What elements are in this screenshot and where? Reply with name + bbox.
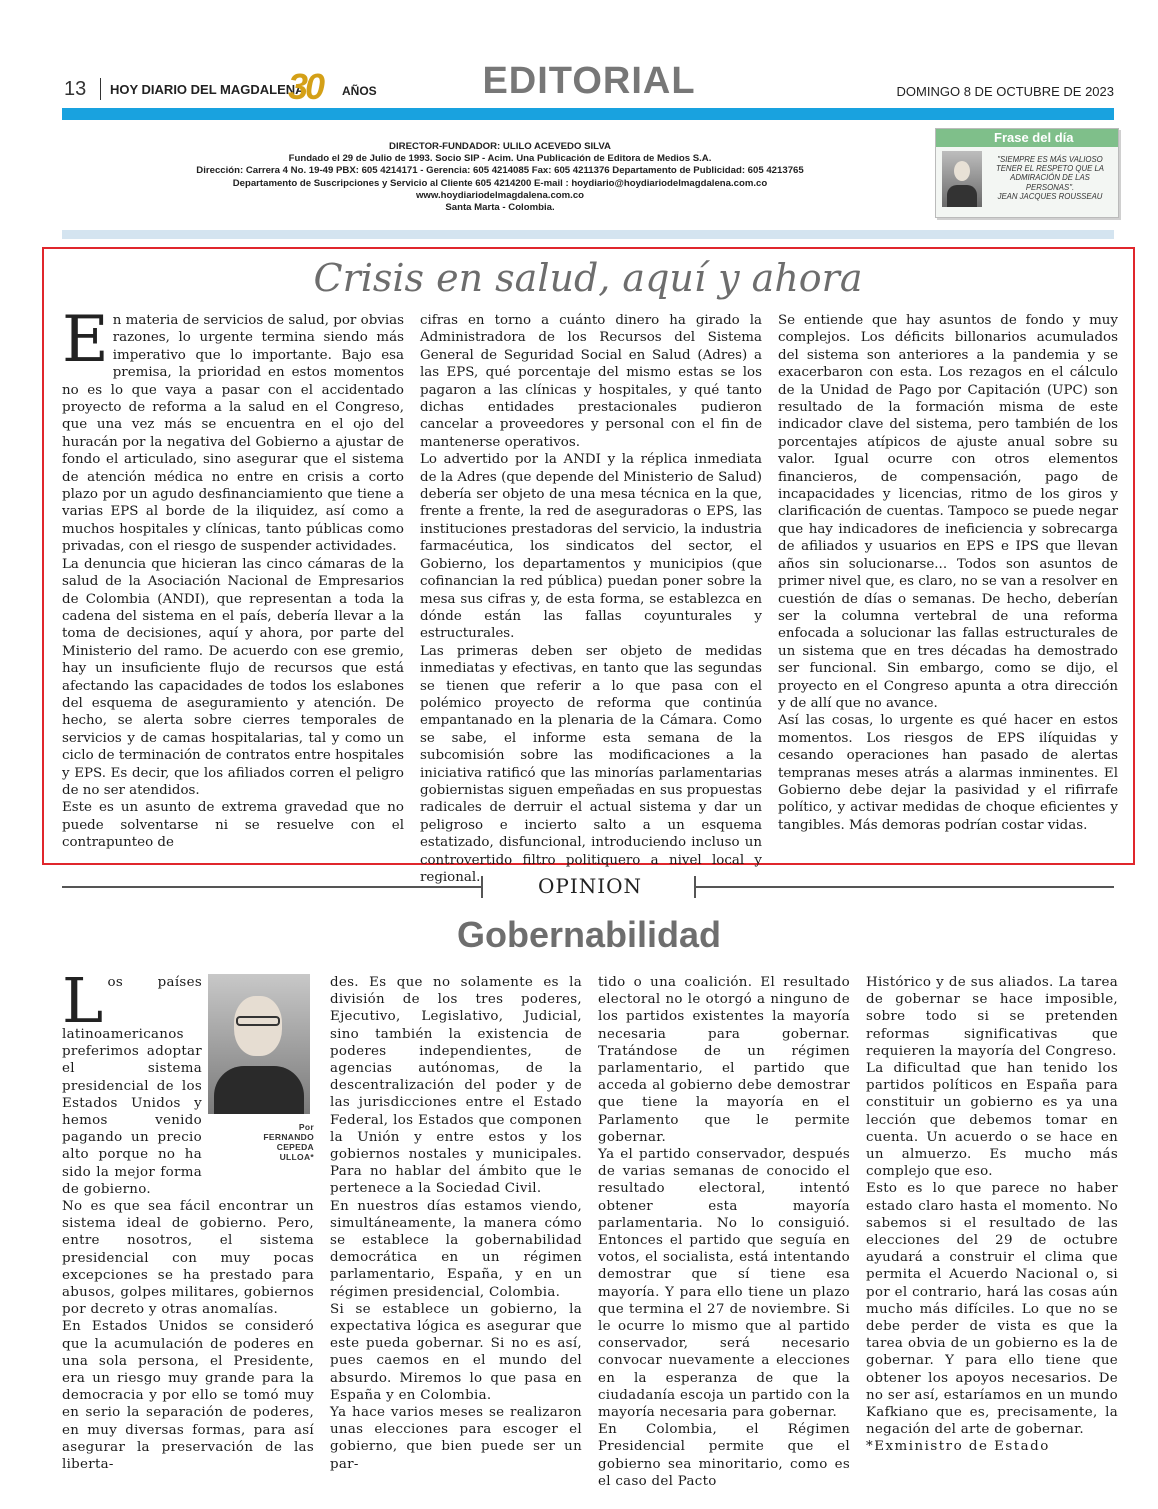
header-divider bbox=[100, 78, 101, 100]
opinion-paragraph: En Colombia, el Régimen Presidencial permite que el gobierno sea minoritario, como es el caso del Pacto bbox=[598, 1422, 850, 1489]
quote-of-the-day bbox=[935, 128, 1119, 218]
editorial-column-1 bbox=[62, 303, 404, 852]
opinion-column-1 bbox=[62, 964, 314, 1473]
author-note: *Exministro de Estado bbox=[866, 1439, 1050, 1455]
anniversary-word: AÑOS bbox=[342, 84, 377, 98]
opinion-paragraph: Ya hace varios meses se realizaron unas elecciones para escoger el gobierno, que bien puede ser un par- bbox=[330, 1405, 582, 1472]
opinion-paragraph: des. Es que no solamente es la división de los tres poderes, Ejecutivo, Legislativo, Judicial, sino también la existencia de poderes independientes, de agencias autónomas, de la descentralización del poder y de las jurisdicciones entre el Estado Federal, los Estados que componen la Unión y entre estos y los gobiernos nostales y municipales. Para no hablar del ámbito que le pertenece a la Sociedad Civil. bbox=[330, 975, 582, 1197]
opinion-paragraph: Los países latinoamericanos preferimos adoptar el sistema presidencial de los Estados Unidos y hemos venido pagando un precio alto porque no ha sido la mejor forma de gobierno. bbox=[62, 964, 202, 1197]
opinion-column-4 bbox=[866, 974, 1118, 1456]
editorial-paragraph: cifras en torno a cuánto dinero ha girado la Administradora de los Recursos del Sistema General de Seguridad Social en Salud (Adres) a las EPS, qué porcentaje del mismo estas se los pagaron a las clínicas y hospitales, y qué tanto dichas entidades prestacionales pudieron cancelar a proveedores y personal con el fin de mantenerse operativos. bbox=[420, 313, 762, 450]
opinion-paragraph: Histórico y de sus aliados. La tarea de gobernar se hace imposible, sobre todo si se pretenden reformas significativas que requieren la mayoría del Congreso. bbox=[866, 975, 1118, 1059]
masthead-line: Dirección: Carrera 4 No. 19-49 PBX: 605 4214171 - Gerencia: 605 4214085 Fax: 605 4211376 Departamento de Publicidad: 605 4213765 bbox=[196, 165, 804, 177]
masthead bbox=[100, 141, 900, 214]
opinion-paragraph: La dificultad que han tenido los partidos políticos en España para constituir un gobierno es ya una lección que debemos tomar en cuenta. Un acuerdo o se hace en un almuerzo. Es mucho más complejo que eso. bbox=[866, 1061, 1118, 1180]
opinion-column-3 bbox=[598, 974, 850, 1490]
opinion-column-2 bbox=[330, 974, 582, 1473]
opinion-label: OPINION bbox=[537, 874, 643, 898]
editorial-column-2 bbox=[420, 312, 762, 886]
editorial-paragraph: Se entiende que hay asuntos de fondo y muy complejos. Los déficits billonarios acumulados del sistema son anteriores a la pandemia y se exacerbaron con esta. Los rezagos en el cálculo de la Unidad de Pago por Capitación (UPC) son resultado de la formación misma de este indicador clave del sistema, pero también de los porcentajes atípicos de ajuste anual sobre su valor. Igual ocurre con otros elementos financieros, de compensación, pago de incapacidades y licencias, ritmo de los giros y clarificación de cuentas. Tampoco se puede negar que hay indicadores de ineficiencia y sobrecarga de afiliados y usuarios en EPS e IPS que llevan años sin solucionarse... Todos son asuntos de primer nivel que, es claro, no se van a resolver en cuestión de días o semanas. De hecho, deberían ser la columna vertebral de una reforma enfocada a solucionar las fallas estructurales de un sistema que en tres décadas ha demostrado ser funcional. Sin embargo, como se dijo, el proyecto en el Congreso apunta a otra dirección y de allí que no avance. bbox=[778, 313, 1118, 711]
editorial-paragraph: Este es un asunto de extrema gravedad que no puede solventarse ni se resuelve con el contrapunteo de bbox=[62, 800, 404, 851]
editorial-paragraph: Lo advertido por la ANDI y la réplica inmediata de la Adres (que depende del Ministerio de Salud) debería ser objeto de una mesa técnica en la que, frente a frente, la red de aseguradoras o EPS, las instituciones prestadoras del servicio, la industria farmacéutica, los sindicatos del sector, el Gobierno, los departamentos y municipios (que cofinancian la red pública) puedan poner sobre la mesa sus cifras y, de esta forma, se establezca en dónde están las fallas coyunturales y estructurales. bbox=[420, 452, 762, 642]
opinion-paragraph: En Estados Unidos se consideró que la acumulación de poderes en una sola persona, el Presidente, era un riesgo muy grande para la democracia y por ello se tomó muy en serio la separación de poderes, en muy diversas formas, para así asegurar la preservación de las liberta- bbox=[62, 1319, 314, 1473]
opinion-rule-left bbox=[62, 886, 482, 888]
masthead-line: DIRECTOR-FUNDADOR: ULILO ACEVEDO SILVA bbox=[389, 141, 611, 152]
masthead-line: www.hoydiariodelmagdalena.com.co bbox=[415, 189, 585, 201]
header-rule bbox=[62, 108, 1114, 120]
masthead-line: Departamento de Suscripciones y Servicio al Cliente 605 4214200 E-mail : hoydiario@hoydiariodelmagdalena.com.co bbox=[232, 177, 768, 189]
quote-author: JEAN JACQUES ROUSSEAU bbox=[997, 191, 1103, 201]
drop-cap: L bbox=[62, 964, 104, 1037]
opinion-paragraph: Si se establece un gobierno, la expectativa lógica es asegurar que este pueda gobernar. Si no es así, pues caemos en el mundo del absurdo. Miremos lo que pasa en España y en Colombia. bbox=[330, 1301, 582, 1403]
editorial-paragraph: Las primeras deben ser objeto de medidas inmediatas y efectivas, en tanto que las segundas se tienen que referir a lo que pasa con el polémico proyecto de reforma que continúa empantanado en la plenaria de la Cámara. Como se sabe, el informe esta semana de la subcomisión sobre las modificaciones a la iniciativa ratificó que las minorías parlamentarias gobiernistas siguen empeñadas en sus propuestas radicales de derruir el actual sistema y dar un peligroso e incierto salto a un esquema estatizado, disfuncional, introduciendo incluso un controvertido filtro politiquero a nivel local y regional. bbox=[420, 643, 762, 885]
masthead-line: Santa Marta - Colombia. bbox=[445, 202, 555, 214]
opinion-title: Gobernabilidad bbox=[456, 914, 722, 955]
opinion-paragraph: En nuestros días estamos viendo, simultáneamente, la manera cómo se establece la gobernabilidad democrática en un régimen parlamentario, España, y en un régimen presidencial, Colombia. bbox=[330, 1198, 582, 1300]
byline: Por FERNANDO CEPEDA ULLOA* bbox=[263, 1122, 314, 1162]
editorial-paragraph: La denuncia que hicieran las cinco cámaras de la salud de la Asociación Nacional de Empresarios de Colombia (ANDI), que representan a toda la cadena del sistema en el país, debería llevar a la toma de decisiones, aquí y ahora, por parte del Ministerio del ramo. De acuerdo con ese gremio, hay un insuficiente flujo de recursos que está afectando las capacidades de todos los eslabones del esquema de aseguramiento y atención. De hecho, se alerta sobre cierres temporales de servicios y de camas hospitalarias, tal y como un ciclo de terminación de contratos entre hospitales y EPS. Es decir, que los afiliados corren el peligro de no ser atendidos. bbox=[62, 556, 404, 798]
opinion-paragraph: Esto es lo que parece no haber estado claro hasta el momento. No sabemos si el resultado de las elecciones del 29 de octubre ayudará a construir el clima que permita el Acuerdo Nacional o, si por el contrario, hará las cosas aún mucho más difíciles. Lo que no se debe perder de vista es que la tarea obvia de un gobierno es la de gobernar. Y para ello tiene que obtener los apoyos necesarios. De no ser así, estaríamos en un mundo Kafkiano que es, precisamente, la negación del arte de gobernar. bbox=[866, 1181, 1118, 1438]
section-title: EDITORIAL bbox=[482, 60, 696, 102]
editorial-title: Crisis en salud, aquí y ahora bbox=[313, 256, 863, 300]
issue-date: DOMINGO 8 DE OCTUBRE DE 2023 bbox=[896, 84, 1114, 99]
author-photo bbox=[208, 974, 310, 1114]
anniversary-logo: 30 bbox=[288, 66, 323, 107]
opinion-paragraph: tido o una coalición. El resultado electoral no le otorgó a ninguno de los partidos existentes la mayoría necesaria para gobernar. Tratándose de un régimen parlamentario, el partido que acceda al gobierno debe demostrar que tiene la mayoría en el Parlamento que le permite gobernar. bbox=[598, 975, 850, 1145]
author-photo-block bbox=[208, 974, 314, 1186]
drop-cap: E bbox=[62, 303, 109, 377]
masthead-line: Fundado el 29 de Julio de 1993. Socio SIP - Acim. Una Publicación de Editora de Medios S.A. bbox=[288, 153, 712, 165]
author-portrait bbox=[942, 151, 982, 207]
quote-body: "SIEMPRE ES MÁS VALIOSO TENER EL RESPETO QUE LA ADMIRACIÓN DE LAS PERSONAS". bbox=[995, 155, 1105, 192]
editorial-column-3 bbox=[778, 312, 1118, 834]
paper-name: HOY DIARIO DEL MAGDALENA bbox=[110, 82, 305, 97]
opinion-rule-right bbox=[694, 886, 1114, 888]
opinion-paragraph: Ya el partido conservador, después de varias semanas de conocido el resultado electoral, intentó obtener esta mayoría parlamentaria. No lo consiguió. Entonces el partido que seguía en votos, el socialista, está intentando demostrar que sí tiene esa mayoría. Y para ello tiene un plazo que termina el 27 de noviembre. Si le ocurre lo mismo que al partido conservador, será necesario convocar nuevamente a elecciones en la esperanza de que la ciudadanía escoja un partido con la mayoría necesaria para gobernar. bbox=[598, 1147, 850, 1421]
quote-text bbox=[986, 155, 1114, 201]
editorial-paragraph: Así las cosas, lo urgente es qué hacer en estos momentos. Los riesgos de EPS ilíquidas y cesando operaciones han pasado de alertas tempranas meses atrás a alarmas inminentes. El Gobierno debe dejar la pasividad y el rifirrafe político, y activar medidas de choque eficientes y tangibles. Más demoras podrían costar vidas. bbox=[778, 713, 1118, 833]
opinion-rule-tick bbox=[481, 876, 483, 898]
masthead-rule bbox=[62, 230, 1114, 239]
opinion-paragraph: No es que sea fácil encontrar un sistema ideal de gobierno. Pero, entre nosotros, el sistema presidencial con muy pocas excepciones se ha prestado para abusos, golpes militares, gobiernos por decreto y otras anomalías. bbox=[62, 1199, 314, 1318]
quote-title: Frase del día bbox=[936, 129, 1118, 147]
editorial-paragraph: En materia de servicios de salud, por obvias razones, lo urgente termina siendo más imperativo que lo importante. Bajo esa premisa, la prioridad en estos momentos no es lo que vaya a pasar con el accidentado proyecto de reforma a la salud en el Congreso, que una vez más se encuentra en el ojo del huracán por la negativa del Gobierno a ajustar de fondo el articulado, sino asegurar que el sistema de atención médica no entre en crisis a corto plazo por un agudo desfinanciamiento que tiene a varias EPS al borde de la iliquidez, así como a muchos hospitales y clínicas, tanto públicas como privadas, con el riesgo de suspender actividades. bbox=[62, 303, 404, 555]
page-number: 13 bbox=[64, 78, 87, 100]
